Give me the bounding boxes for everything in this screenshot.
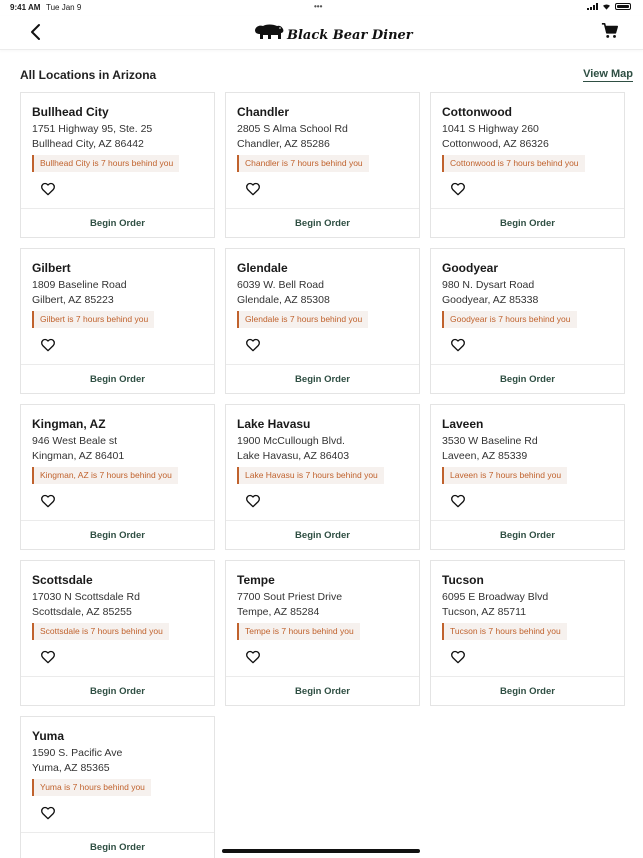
location-address-line1: 3530 W Baseline Rd bbox=[442, 435, 538, 447]
status-bar bbox=[0, 0, 643, 16]
location-card[interactable] bbox=[20, 248, 215, 394]
cart-icon[interactable] bbox=[601, 22, 619, 40]
location-name: Goodyear bbox=[442, 261, 499, 275]
location-address-line1: 6039 W. Bell Road bbox=[237, 279, 324, 291]
wifi-icon bbox=[602, 3, 611, 10]
favorite-heart-icon[interactable] bbox=[245, 493, 261, 509]
location-address-line2: Gilbert, AZ 85223 bbox=[32, 294, 114, 306]
favorite-heart-icon[interactable] bbox=[40, 805, 56, 821]
begin-order-button[interactable]: Begin Order bbox=[295, 218, 350, 229]
begin-order-button[interactable]: Begin Order bbox=[500, 686, 555, 697]
location-address-line2: Chandler, AZ 85286 bbox=[237, 138, 330, 150]
brand-wordmark: Black Bear Diner bbox=[287, 27, 413, 43]
location-card[interactable] bbox=[225, 248, 420, 394]
location-address-line2: Scottsdale, AZ 85255 bbox=[32, 606, 132, 618]
location-address-line1: 1900 McCullough Blvd. bbox=[237, 435, 345, 447]
favorite-heart-icon[interactable] bbox=[245, 649, 261, 665]
status-indicators bbox=[587, 3, 631, 10]
location-address-line2: Laveen, AZ 85339 bbox=[442, 450, 528, 462]
location-card[interactable] bbox=[20, 716, 215, 858]
favorite-heart-icon[interactable] bbox=[245, 337, 261, 353]
favorite-heart-icon[interactable] bbox=[40, 181, 56, 197]
timezone-notice: Cottonwood is 7 hours behind you bbox=[442, 155, 585, 172]
location-card[interactable] bbox=[430, 248, 625, 394]
timezone-notice: Tucson is 7 hours behind you bbox=[442, 623, 567, 640]
favorite-heart-icon[interactable] bbox=[450, 649, 466, 665]
timezone-notice: Kingman, AZ is 7 hours behind you bbox=[32, 467, 178, 484]
back-chevron-icon[interactable] bbox=[26, 22, 46, 42]
timezone-notice: Bullhead City is 7 hours behind you bbox=[32, 155, 179, 172]
location-name: Scottsdale bbox=[32, 573, 93, 587]
favorite-heart-icon[interactable] bbox=[40, 337, 56, 353]
location-grid bbox=[20, 92, 624, 858]
location-address-line2: Goodyear, AZ 85338 bbox=[442, 294, 539, 306]
location-name: Kingman, AZ bbox=[32, 417, 106, 431]
location-card[interactable] bbox=[20, 92, 215, 238]
location-address-line2: Bullhead City, AZ 86442 bbox=[32, 138, 144, 150]
begin-order-button[interactable]: Begin Order bbox=[90, 218, 145, 229]
begin-order-button[interactable]: Begin Order bbox=[500, 530, 555, 541]
location-name: Tempe bbox=[237, 573, 275, 587]
timezone-notice: Goodyear is 7 hours behind you bbox=[442, 311, 577, 328]
location-card[interactable] bbox=[430, 92, 625, 238]
favorite-heart-icon[interactable] bbox=[40, 649, 56, 665]
app-header bbox=[0, 16, 643, 50]
begin-order-button[interactable]: Begin Order bbox=[295, 374, 350, 385]
timezone-notice: Laveen is 7 hours behind you bbox=[442, 467, 567, 484]
location-address-line1: 946 West Beale st bbox=[32, 435, 118, 447]
favorite-heart-icon[interactable] bbox=[245, 181, 261, 197]
favorite-heart-icon[interactable] bbox=[450, 337, 466, 353]
location-address-line2: Kingman, AZ 86401 bbox=[32, 450, 125, 462]
location-address-line2: Tucson, AZ 85711 bbox=[442, 606, 527, 618]
status-time: 9:41 AM bbox=[10, 3, 41, 12]
brand-logo[interactable] bbox=[253, 19, 413, 45]
favorite-heart-icon[interactable] bbox=[450, 493, 466, 509]
location-name: Tucson bbox=[442, 573, 484, 587]
multitasking-dots-icon[interactable]: ••• bbox=[314, 2, 323, 11]
location-address-line2: Glendale, AZ 85308 bbox=[237, 294, 330, 306]
begin-order-button[interactable]: Begin Order bbox=[500, 374, 555, 385]
location-name: Glendale bbox=[237, 261, 288, 275]
timezone-notice: Scottsdale is 7 hours behind you bbox=[32, 623, 169, 640]
location-card[interactable] bbox=[225, 92, 420, 238]
location-name: Laveen bbox=[442, 417, 484, 431]
cellular-signal-icon bbox=[587, 3, 598, 10]
location-address-line1: 1751 Highway 95, Ste. 25 bbox=[32, 123, 153, 135]
location-name: Gilbert bbox=[32, 261, 71, 275]
begin-order-button[interactable]: Begin Order bbox=[90, 374, 145, 385]
location-address-line2: Lake Havasu, AZ 86403 bbox=[237, 450, 350, 462]
location-name: Lake Havasu bbox=[237, 417, 311, 431]
timezone-notice: Chandler is 7 hours behind you bbox=[237, 155, 369, 172]
view-map-link[interactable]: View Map bbox=[583, 68, 633, 80]
begin-order-button[interactable]: Begin Order bbox=[90, 530, 145, 541]
location-card[interactable] bbox=[20, 404, 215, 550]
location-card[interactable] bbox=[430, 404, 625, 550]
begin-order-button[interactable]: Begin Order bbox=[90, 686, 145, 697]
location-address-line2: Tempe, AZ 85284 bbox=[237, 606, 320, 618]
timezone-notice: Tempe is 7 hours behind you bbox=[237, 623, 360, 640]
location-name: Chandler bbox=[237, 105, 290, 119]
begin-order-button[interactable]: Begin Order bbox=[90, 842, 145, 853]
location-address-line1: 1590 S. Pacific Ave bbox=[32, 747, 123, 759]
location-card[interactable] bbox=[430, 560, 625, 706]
location-name: Yuma bbox=[32, 729, 65, 743]
home-indicator[interactable] bbox=[222, 849, 420, 853]
location-address-line2: Yuma, AZ 85365 bbox=[32, 762, 110, 774]
status-date: Tue Jan 9 bbox=[46, 3, 82, 12]
location-address-line1: 980 N. Dysart Road bbox=[442, 279, 535, 291]
location-address-line1: 17030 N Scottsdale Rd bbox=[32, 591, 140, 603]
begin-order-button[interactable]: Begin Order bbox=[295, 686, 350, 697]
begin-order-button[interactable]: Begin Order bbox=[500, 218, 555, 229]
begin-order-button[interactable]: Begin Order bbox=[295, 530, 350, 541]
timezone-notice: Glendale is 7 hours behind you bbox=[237, 311, 368, 328]
location-address-line2: Cottonwood, AZ 86326 bbox=[442, 138, 549, 150]
bear-logo-icon bbox=[253, 21, 285, 43]
location-address-line1: 7700 Sout Priest Drive bbox=[237, 591, 343, 603]
timezone-notice: Lake Havasu is 7 hours behind you bbox=[237, 467, 384, 484]
location-address-line1: 2805 S Alma School Rd bbox=[237, 123, 348, 135]
timezone-notice: Gilbert is 7 hours behind you bbox=[32, 311, 154, 328]
location-card[interactable] bbox=[20, 560, 215, 706]
battery-icon bbox=[615, 3, 631, 10]
timezone-notice: Yuma is 7 hours behind you bbox=[32, 779, 151, 796]
location-address-line1: 6095 E Broadway Blvd bbox=[442, 591, 549, 603]
location-name: Cottonwood bbox=[442, 105, 512, 119]
location-address-line1: 1809 Baseline Road bbox=[32, 279, 127, 291]
location-card[interactable] bbox=[225, 404, 420, 550]
page-title: All Locations in Arizona bbox=[20, 68, 157, 82]
location-address-line1: 1041 S Highway 260 bbox=[442, 123, 539, 135]
favorite-heart-icon[interactable] bbox=[450, 181, 466, 197]
location-name: Bullhead City bbox=[32, 105, 109, 119]
favorite-heart-icon[interactable] bbox=[40, 493, 56, 509]
location-card[interactable] bbox=[225, 560, 420, 706]
